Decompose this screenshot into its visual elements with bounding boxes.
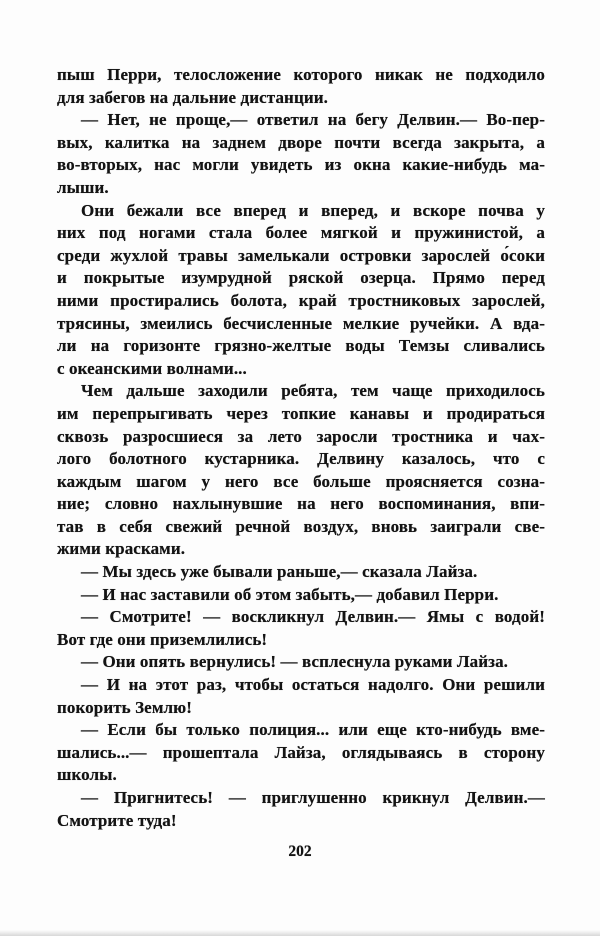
text-line: каждым шагом у него все больше проясняется созна-	[57, 471, 545, 491]
scan-edge-shadow	[0, 930, 600, 936]
paragraph	[57, 787, 545, 832]
text-line: них под ногами стала более мягкой и пружинистой, а	[57, 223, 545, 243]
text-line: — Они опять вернулись! — всплеснула руками Лайза.	[81, 652, 509, 672]
paragraph	[57, 561, 545, 584]
body-text-column	[57, 64, 545, 832]
text-line: среди жухлой травы замелькали островки зарослей о́соки	[57, 245, 545, 265]
text-line: — Пригнитесь! — приглушенно крикнул Делвин.—	[81, 788, 545, 807]
text-line: школы.	[57, 765, 117, 785]
text-line: — Если бы только полиция... или еще кто-нибудь вме-	[81, 720, 545, 740]
paragraph	[57, 584, 545, 607]
text-line: для забегов на дальние дистанции.	[57, 87, 328, 107]
text-line: с океанскими волнами...	[57, 358, 247, 378]
text-line: шались...— прошептала Лайза, оглядываясь в сторону	[57, 742, 545, 762]
text-line: вых, калитка на заднем дворе почти всегда закрыта, а	[57, 132, 545, 152]
text-line: тав в себя свежий речной воздух, вновь заиграли све-	[57, 516, 545, 536]
paragraph	[57, 606, 545, 651]
text-line: — Нет, не проще,— ответил на бегу Делвин.— Во-пер-	[81, 110, 545, 130]
text-line: Вот где они приземлились!	[57, 629, 268, 649]
text-line: — Смотрите! — воскликнул Делвин.— Ямы с водой!	[81, 607, 545, 627]
text-line: пыш Перри, телосложение которого никак не подходило	[57, 65, 545, 84]
paragraph	[57, 719, 545, 787]
text-line: Они бежали все вперед и вперед, и вскоре почва у	[81, 200, 545, 220]
paragraph	[57, 651, 545, 674]
text-line: покорить Землю!	[57, 697, 192, 717]
paragraph	[57, 674, 545, 719]
text-line: Чем дальше заходили ребята, тем чаще приходилось	[81, 381, 545, 401]
text-line: лого болотного кустарника. Делвину казалось, что с	[57, 449, 545, 469]
page-number: 202	[288, 843, 312, 860]
text-line: сквозь разросшиеся за лето заросли тростника и чах-	[57, 426, 545, 446]
text-line: жими красками.	[57, 539, 186, 559]
paragraph	[57, 200, 545, 381]
text-line: трясины, змеились бесчисленные мелкие ручейки. А вда-	[57, 313, 545, 333]
text-line: им перепрыгивать через топкие канавы и продираться	[57, 403, 545, 423]
text-line: во-вторых, нас могли увидеть из окна какие-нибудь ма-	[57, 155, 545, 175]
text-line: и покрытые изумрудной ряской озерца. Прямо перед	[57, 268, 545, 288]
text-line: Смотрите туда!	[57, 810, 177, 830]
paragraph	[57, 109, 545, 199]
text-line: ние; словно нахлынувшие на него воспоминания, впи-	[57, 494, 545, 514]
text-line: — Мы здесь уже бывали раньше,— сказала Лайза.	[81, 562, 478, 582]
text-line: ли на горизонте грязно-желтые воды Темзы сливались	[57, 336, 545, 356]
text-line: лыши.	[57, 177, 109, 197]
text-line: — И на этот раз, чтобы остаться надолго. Они решили	[81, 675, 545, 695]
paragraph	[57, 64, 545, 109]
text-line: — И нас заставили об этом забыть,— добавил Перри.	[81, 584, 499, 604]
text-line: ними простирались болота, край тростниковых зарослей,	[57, 290, 545, 310]
paragraph	[57, 380, 545, 561]
